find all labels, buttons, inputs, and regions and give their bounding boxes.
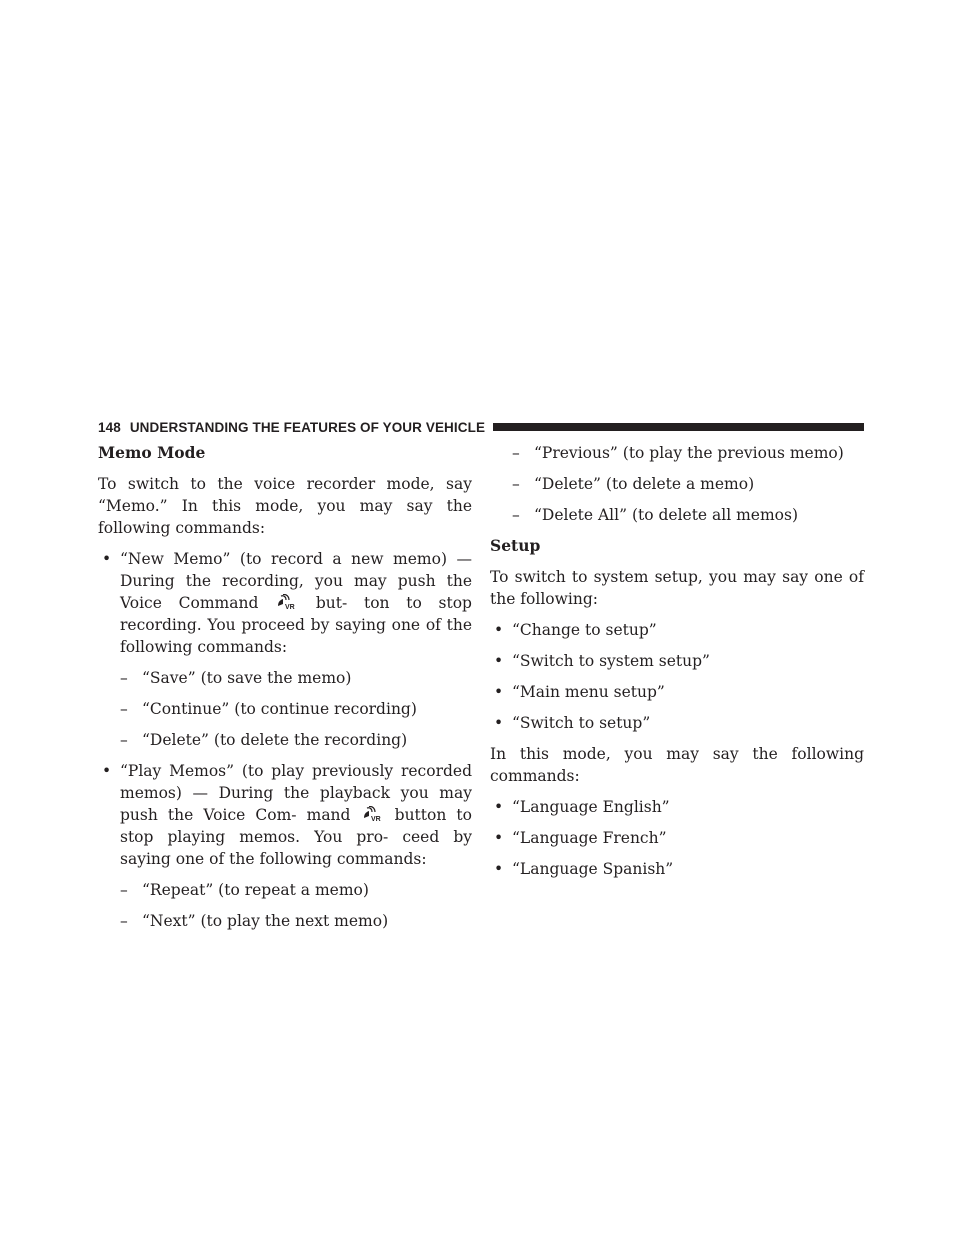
sub-item-text: “Delete” (to delete a memo) xyxy=(534,475,755,493)
setup-bullet xyxy=(490,681,864,703)
sub-item-text: “Save” (to save the memo) xyxy=(142,669,352,687)
memo-mode-intro: To switch to the voice recorder mode, say “Memo.” In this mode, you may say the following commands: xyxy=(98,475,472,537)
svg-text:VR: VR xyxy=(285,604,295,610)
dash-symbol: – xyxy=(512,506,520,524)
bullet-symbol: • xyxy=(494,829,504,847)
setup-bullet xyxy=(490,712,864,734)
page-number: 148 xyxy=(98,419,121,435)
bullet-text: “Switch to setup” xyxy=(512,714,651,732)
bullet-text: “Switch to system setup” xyxy=(512,652,710,670)
bullet-text: “Language Spanish” xyxy=(512,860,674,878)
sub-item-text: “Repeat” (to repeat a memo) xyxy=(142,881,369,899)
bullet-symbol: • xyxy=(494,683,504,701)
dash-symbol: – xyxy=(120,912,128,930)
setup-heading: Setup xyxy=(490,536,541,555)
new-memo-bullet xyxy=(98,548,472,658)
dash-symbol: – xyxy=(120,700,128,718)
bullet-symbol: • xyxy=(494,798,504,816)
right-column xyxy=(490,442,864,889)
dash-symbol: – xyxy=(120,669,128,687)
bullet-text: “Change to setup” xyxy=(512,621,657,639)
memo-mode-heading: Memo Mode xyxy=(98,443,206,462)
svg-text:VR: VR xyxy=(370,816,381,822)
left-column xyxy=(98,442,472,941)
sub-item-text: “Delete All” (to delete all memos) xyxy=(534,506,799,524)
mode-intro: In this mode, you may say the following commands: xyxy=(490,745,864,785)
sub-item-next xyxy=(120,910,472,932)
sub-item-text: “Next” (to play the next memo) xyxy=(142,912,389,930)
language-bullet xyxy=(490,796,864,818)
bullet-text: “Language English” xyxy=(512,798,670,816)
sub-item-delete xyxy=(120,729,472,751)
voice-command-icon xyxy=(276,594,298,610)
play-memos-text-cont: button to stop playing memos. You pro- ceed by saying one of the following commands: xyxy=(120,806,472,868)
new-memo-text: “New Memo” (to record a new memo) — During the recording, you may push the Voice Command xyxy=(120,550,472,612)
page-header xyxy=(98,417,864,437)
sub-item-text: “Previous” (to play the previous memo) xyxy=(534,444,844,462)
bullet-symbol: • xyxy=(102,762,112,780)
header-rule xyxy=(493,423,864,431)
bullet-text: “Main menu setup” xyxy=(512,683,665,701)
section-title: UNDERSTANDING THE FEATURES OF YOUR VEHICLE xyxy=(129,419,486,435)
sub-item-delete-memo xyxy=(512,473,864,495)
bullet-symbol: • xyxy=(494,652,504,670)
sub-item-repeat xyxy=(120,879,472,901)
bullet-symbol: • xyxy=(494,860,504,878)
bullet-symbol: • xyxy=(102,550,112,568)
dash-symbol: – xyxy=(512,475,520,493)
dash-symbol: – xyxy=(512,444,520,462)
voice-command-icon xyxy=(362,806,384,822)
setup-intro: To switch to system setup, you may say one of the following: xyxy=(490,568,864,608)
sub-item-save xyxy=(120,667,472,689)
sub-item-text: “Delete” (to delete the recording) xyxy=(142,731,408,749)
play-memos-text: “Play Memos” (to play previously recorded memos) — During the playback you may push the Voice Com- mand xyxy=(120,762,472,824)
sub-item-text: “Continue” (to continue recording) xyxy=(142,700,417,718)
bullet-symbol: • xyxy=(494,621,504,639)
dash-symbol: – xyxy=(120,731,128,749)
dash-symbol: – xyxy=(120,881,128,899)
sub-item-delete-all xyxy=(512,504,864,526)
language-bullet xyxy=(490,858,864,880)
setup-bullet xyxy=(490,619,864,641)
new-memo-text-cont: but- ton to stop recording. You proceed by saying one of the following commands: xyxy=(120,594,472,656)
bullet-symbol: • xyxy=(494,714,504,732)
play-memos-bullet xyxy=(98,760,472,870)
bullet-text: “Language French” xyxy=(512,829,667,847)
sub-item-continue xyxy=(120,698,472,720)
sub-item-previous xyxy=(512,442,864,464)
setup-bullet xyxy=(490,650,864,672)
language-bullet xyxy=(490,827,864,849)
